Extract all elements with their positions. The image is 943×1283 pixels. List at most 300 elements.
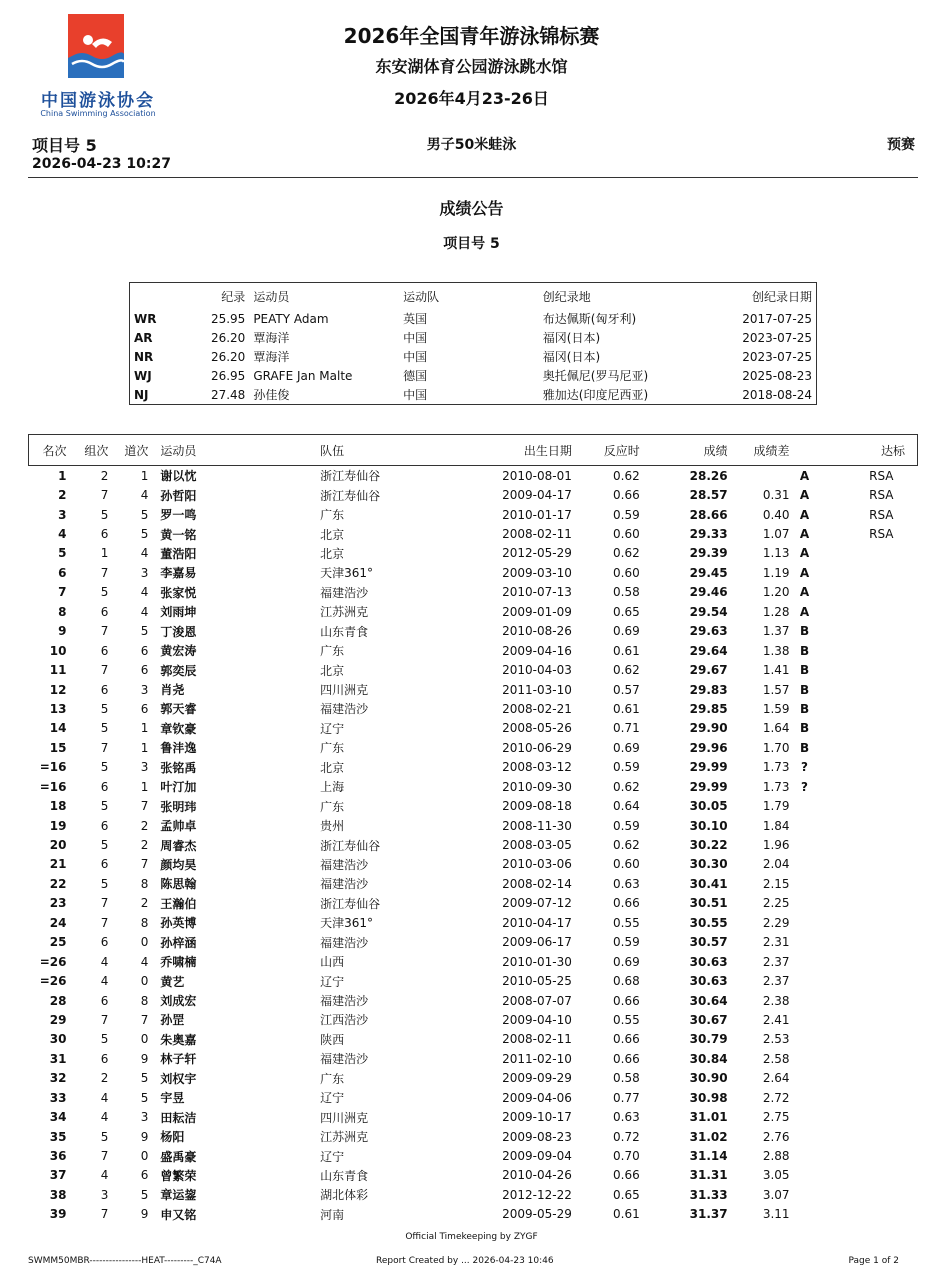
record-row <box>130 366 817 385</box>
venue: 东安湖体育公园游泳跳水馆 <box>375 57 568 76</box>
result-dob: 2012-12-22 <box>502 1187 572 1202</box>
result-time: 29.63 <box>689 624 728 639</box>
result-athlete: 孟帅卓 <box>160 819 197 834</box>
record-time: 26.95 <box>210 368 246 383</box>
result-reaction-time: 0.57 <box>613 682 640 697</box>
result-dob: 2009-03-10 <box>502 565 572 580</box>
result-diff: 1.84 <box>762 818 790 833</box>
result-reaction-time: 0.62 <box>613 468 640 483</box>
result-reaction-time: 0.62 <box>613 663 640 678</box>
result-rank: 23 <box>49 896 67 911</box>
result-heat: 7 <box>100 624 109 639</box>
result-athlete: 章钦豪 <box>160 721 197 736</box>
result-team: 福建浩沙 <box>320 1052 369 1067</box>
result-row <box>29 952 918 971</box>
result-lane: 9 <box>140 1207 149 1222</box>
result-reaction-time: 0.60 <box>613 565 640 580</box>
record-athlete: 孙佳俊 <box>253 388 290 402</box>
result-athlete: 杨阳 <box>160 1130 185 1145</box>
logo-emblem <box>68 14 124 78</box>
result-team: 江苏洲克 <box>320 605 369 620</box>
result-athlete: 陈思翰 <box>160 877 197 892</box>
result-lane: 0 <box>140 1032 149 1047</box>
result-qualification <box>820 796 918 815</box>
result-dob: 2008-11-30 <box>502 818 572 833</box>
result-rank: 14 <box>49 721 67 736</box>
result-qualification <box>820 952 918 971</box>
result-row <box>29 660 918 679</box>
result-row <box>29 855 918 874</box>
record-place: 福冈(日本) <box>542 331 601 345</box>
result-athlete: 孙哲阳 <box>160 488 197 503</box>
result-rank: 21 <box>49 857 67 872</box>
result-qualification <box>820 758 918 777</box>
result-lane: 2 <box>140 896 149 911</box>
result-lane: 0 <box>140 974 149 989</box>
res-h-time: 成绩 <box>640 435 728 466</box>
result-row <box>29 894 918 913</box>
result-dob: 2008-02-11 <box>502 527 572 542</box>
result-dob: 2010-07-13 <box>502 585 572 600</box>
result-lane: 1 <box>140 468 149 483</box>
meet-dates: 2026年4月23-26日 <box>394 89 549 108</box>
result-athlete: 张铭禹 <box>160 760 197 775</box>
result-lane: 7 <box>140 799 149 814</box>
record-code: WR <box>134 311 157 326</box>
result-rank: 9 <box>58 624 67 639</box>
result-rank: 1 <box>58 468 67 483</box>
result-diff: 1.28 <box>762 604 790 619</box>
result-rank: =16 <box>39 760 67 775</box>
rec-h-place: 创纪录地 <box>542 289 591 304</box>
result-diff <box>728 466 790 486</box>
record-code: AR <box>134 330 153 345</box>
result-grade <box>790 1030 820 1049</box>
result-qualification <box>820 544 918 563</box>
result-reaction-time: 0.59 <box>613 818 640 833</box>
result-diff: 2.53 <box>762 1032 790 1047</box>
result-athlete: 曾繁荣 <box>160 1168 197 1183</box>
result-dob: 2009-08-23 <box>502 1129 572 1144</box>
result-heat: 2 <box>100 1071 109 1086</box>
records-header <box>130 283 817 310</box>
result-dob: 2009-06-17 <box>502 935 572 950</box>
result-rank: 35 <box>49 1129 67 1144</box>
result-time: 30.64 <box>689 993 728 1008</box>
result-row <box>29 1030 918 1049</box>
result-grade <box>790 874 820 893</box>
record-date: 2017-07-25 <box>742 311 812 326</box>
result-team: 北京 <box>320 760 345 775</box>
result-grade <box>790 796 820 815</box>
result-rank: 20 <box>49 838 67 853</box>
event-round: 预赛 <box>887 137 915 153</box>
results-header <box>29 435 918 466</box>
result-time: 29.64 <box>689 643 728 658</box>
result-heat: 2 <box>100 468 109 483</box>
result-time: 31.37 <box>689 1207 728 1222</box>
result-athlete: 田耘洁 <box>160 1110 197 1125</box>
res-h-grade <box>790 435 820 466</box>
result-row <box>29 563 918 582</box>
result-rank: 6 <box>58 565 67 580</box>
result-reaction-time: 0.65 <box>613 1187 640 1202</box>
result-lane: 4 <box>140 488 149 503</box>
result-qualification: RSA <box>869 468 894 483</box>
result-team: 北京 <box>320 663 345 678</box>
result-qualification: RSA <box>869 507 894 522</box>
result-time: 31.02 <box>689 1129 728 1144</box>
result-diff: 2.88 <box>762 1149 790 1164</box>
result-heat: 4 <box>100 1110 109 1125</box>
result-athlete: 李嘉易 <box>160 566 197 581</box>
result-athlete: 朱奥嘉 <box>160 1032 197 1047</box>
result-qualification <box>820 913 918 932</box>
res-h-lane: 道次 <box>108 435 148 466</box>
result-dob: 2009-04-06 <box>502 1090 572 1105</box>
result-lane: 5 <box>140 507 149 522</box>
result-grade <box>790 991 820 1010</box>
result-row <box>29 505 918 524</box>
result-lane: 9 <box>140 1051 149 1066</box>
record-team: 英国 <box>403 312 428 326</box>
result-team: 山东青食 <box>320 1168 369 1183</box>
result-rank: 19 <box>49 818 67 833</box>
logo-cn-text: 中国游泳协会 <box>41 91 155 111</box>
result-rank: 5 <box>58 546 67 561</box>
result-team: 福建浩沙 <box>320 877 369 892</box>
result-time: 30.57 <box>689 935 728 950</box>
result-row <box>29 933 918 952</box>
result-reaction-time: 0.71 <box>613 721 640 736</box>
result-dob: 2010-05-25 <box>502 974 572 989</box>
result-dob: 2010-08-01 <box>502 468 572 483</box>
result-time: 28.26 <box>689 468 728 483</box>
result-grade: B <box>799 701 810 716</box>
result-row <box>29 1146 918 1165</box>
result-qualification: RSA <box>869 527 894 542</box>
result-reaction-time: 0.72 <box>613 1129 640 1144</box>
result-diff: 1.59 <box>762 701 790 716</box>
result-heat: 6 <box>100 779 109 794</box>
result-heat: 6 <box>100 993 109 1008</box>
result-diff: 2.25 <box>762 896 790 911</box>
result-dob: 2009-10-17 <box>502 1110 572 1125</box>
result-heat: 7 <box>100 663 109 678</box>
result-reaction-time: 0.62 <box>613 546 640 561</box>
result-rank: 34 <box>49 1110 67 1125</box>
result-qualification <box>820 1166 918 1185</box>
meet-title: 2026年全国青年游泳锦标赛 <box>343 24 600 48</box>
result-row <box>29 680 918 699</box>
result-lane: 6 <box>140 663 149 678</box>
result-diff: 2.64 <box>762 1071 790 1086</box>
result-grade: ? <box>801 760 809 775</box>
result-row <box>29 874 918 893</box>
result-rank: 12 <box>49 682 67 697</box>
result-rank: 36 <box>49 1149 67 1164</box>
result-grade: B <box>799 721 810 736</box>
event-name: 男子50米蛙泳 <box>426 137 517 153</box>
res-h-dob: 出生日期 <box>490 435 572 466</box>
result-team: 浙江寿仙谷 <box>320 896 381 911</box>
result-time: 31.31 <box>689 1168 728 1183</box>
result-qualification <box>820 1030 918 1049</box>
result-time: 29.90 <box>689 721 728 736</box>
record-row <box>130 385 817 405</box>
result-diff: 3.07 <box>762 1187 790 1202</box>
result-team: 福建浩沙 <box>320 935 369 950</box>
result-qualification <box>820 1185 918 1204</box>
result-qualification <box>820 1088 918 1107</box>
result-qualification <box>820 1069 918 1088</box>
result-time: 30.79 <box>689 1032 728 1047</box>
result-lane: 5 <box>140 624 149 639</box>
result-athlete: 林子轩 <box>160 1052 197 1067</box>
result-athlete: 周睿杰 <box>160 838 197 853</box>
rec-h-record: 纪录 <box>221 289 246 304</box>
result-dob: 2009-04-17 <box>502 488 572 503</box>
result-heat: 5 <box>100 585 109 600</box>
result-row <box>29 602 918 621</box>
record-date: 2023-07-25 <box>742 349 812 364</box>
result-heat: 5 <box>100 1032 109 1047</box>
result-qualification <box>820 622 918 641</box>
result-diff: 1.38 <box>762 643 790 658</box>
result-heat: 6 <box>100 857 109 872</box>
record-time: 25.95 <box>210 311 246 326</box>
result-lane: 5 <box>140 1071 149 1086</box>
result-time: 30.63 <box>689 954 728 969</box>
result-diff: 2.72 <box>762 1090 790 1105</box>
result-heat: 6 <box>100 682 109 697</box>
result-diff: 1.19 <box>762 565 790 580</box>
result-time: 30.84 <box>689 1051 728 1066</box>
result-rank: 7 <box>58 585 67 600</box>
result-diff: 1.64 <box>762 721 790 736</box>
record-athlete: 覃海洋 <box>253 331 290 345</box>
result-athlete: 盛禹豪 <box>160 1149 197 1164</box>
result-grade: A <box>799 546 810 561</box>
result-dob: 2009-05-29 <box>502 1207 572 1222</box>
result-reaction-time: 0.58 <box>613 585 640 600</box>
result-heat: 4 <box>100 974 109 989</box>
result-grade <box>790 1069 820 1088</box>
result-row <box>29 641 918 660</box>
result-athlete: 宇昱 <box>160 1091 185 1106</box>
result-rank: 31 <box>49 1051 67 1066</box>
result-grade: B <box>799 740 810 755</box>
result-heat: 7 <box>100 896 109 911</box>
result-row <box>29 485 918 504</box>
result-time: 29.54 <box>689 604 728 619</box>
result-reaction-time: 0.61 <box>613 1207 640 1222</box>
record-time: 27.48 <box>210 387 246 402</box>
result-grade <box>790 952 820 971</box>
result-heat: 7 <box>100 740 109 755</box>
result-row <box>29 1166 918 1185</box>
result-row <box>29 971 918 990</box>
result-row <box>29 719 918 738</box>
result-row <box>29 835 918 854</box>
result-qualification <box>820 1146 918 1165</box>
result-rank: 39 <box>49 1207 67 1222</box>
result-athlete: 丁浚恩 <box>160 624 197 639</box>
result-row <box>29 622 918 641</box>
result-team: 广东 <box>320 799 345 814</box>
result-dob: 2008-02-21 <box>502 701 572 716</box>
result-lane: 8 <box>140 993 149 1008</box>
result-row <box>29 1049 918 1068</box>
result-grade: B <box>799 643 810 658</box>
result-team: 辽宁 <box>320 1091 345 1106</box>
result-athlete: 张明玮 <box>160 799 197 814</box>
result-row <box>29 991 918 1010</box>
result-grade: A <box>799 565 810 580</box>
result-heat: 3 <box>100 1187 109 1202</box>
result-dob: 2008-05-26 <box>502 721 572 736</box>
result-diff: 2.37 <box>762 954 790 969</box>
result-grade <box>790 835 820 854</box>
result-grade <box>790 1127 820 1146</box>
record-date: 2018-08-24 <box>742 387 812 402</box>
result-rank: 8 <box>58 604 67 619</box>
result-diff: 1.41 <box>762 663 790 678</box>
result-reaction-time: 0.69 <box>613 624 640 639</box>
result-reaction-time: 0.59 <box>613 507 640 522</box>
result-team: 浙江寿仙谷 <box>320 469 381 484</box>
result-team: 陕西 <box>320 1032 345 1047</box>
result-rank: =16 <box>39 779 67 794</box>
result-athlete: 罗一鸣 <box>160 508 197 523</box>
result-row <box>29 583 918 602</box>
result-athlete: 郭奕辰 <box>160 663 197 678</box>
result-dob: 2010-04-17 <box>502 915 572 930</box>
res-h-rank: 名次 <box>29 435 67 466</box>
result-diff: 0.31 <box>762 488 790 503</box>
result-qualification <box>820 563 918 582</box>
result-grade <box>790 855 820 874</box>
result-time: 30.10 <box>689 818 728 833</box>
result-team: 广东 <box>320 508 345 523</box>
result-team: 北京 <box>320 546 345 561</box>
result-grade <box>790 816 820 835</box>
event-number: 项目号 5 <box>32 136 97 155</box>
result-row <box>29 1069 918 1088</box>
result-reaction-time: 0.63 <box>613 1110 640 1125</box>
result-qualification <box>820 719 918 738</box>
result-dob: 2010-06-29 <box>502 740 572 755</box>
result-reaction-time: 0.66 <box>613 993 640 1008</box>
result-lane: 3 <box>140 760 149 775</box>
result-athlete: 郭天睿 <box>160 702 197 717</box>
timekeeping: Official Timekeeping by ZYGF <box>405 1232 538 1242</box>
result-qualification <box>820 1107 918 1126</box>
result-lane: 4 <box>140 546 149 561</box>
result-rank: 32 <box>49 1071 67 1086</box>
record-team: 中国 <box>403 350 428 364</box>
result-reaction-time: 0.62 <box>613 779 640 794</box>
result-qualification: RSA <box>869 488 894 503</box>
swimming-association-logo <box>28 14 168 122</box>
result-diff: 0.40 <box>762 507 790 522</box>
result-grade <box>790 1107 820 1126</box>
result-dob: 2008-03-05 <box>502 838 572 853</box>
result-heat: 7 <box>100 565 109 580</box>
page-number: Page 1 of 2 <box>848 1256 899 1266</box>
result-team: 天津361° <box>320 566 373 581</box>
result-rank: 22 <box>49 876 67 891</box>
record-code: NJ <box>134 387 149 402</box>
result-time: 29.67 <box>689 663 728 678</box>
result-grade <box>790 913 820 932</box>
result-team: 广东 <box>320 741 345 756</box>
result-qualification <box>820 583 918 602</box>
result-team: 河南 <box>320 1207 345 1222</box>
result-qualification <box>820 680 918 699</box>
result-diff: 2.75 <box>762 1110 790 1125</box>
result-time: 30.51 <box>689 896 728 911</box>
result-qualification <box>820 835 918 854</box>
record-code: NR <box>134 349 154 364</box>
result-athlete: 颜均昊 <box>160 857 197 872</box>
result-row <box>29 1185 918 1204</box>
result-diff: 2.38 <box>762 993 790 1008</box>
result-diff: 2.29 <box>762 915 790 930</box>
result-time: 29.83 <box>689 682 728 697</box>
result-qualification <box>820 1049 918 1068</box>
result-reaction-time: 0.60 <box>613 527 640 542</box>
result-grade: A <box>799 527 810 542</box>
result-reaction-time: 0.66 <box>613 896 640 911</box>
result-reaction-time: 0.65 <box>613 604 640 619</box>
result-athlete: 王瀚伯 <box>160 896 197 911</box>
result-grade: A <box>799 488 810 503</box>
result-lane: 5 <box>140 527 149 542</box>
result-dob: 2010-01-17 <box>502 507 572 522</box>
result-team: 江苏洲克 <box>320 1130 369 1145</box>
result-grade: A <box>799 468 810 483</box>
result-grade <box>790 1205 820 1224</box>
result-time: 29.99 <box>689 779 728 794</box>
result-diff: 2.31 <box>762 935 790 950</box>
result-time: 28.66 <box>689 507 728 522</box>
result-lane: 0 <box>140 1149 149 1164</box>
result-reaction-time: 0.69 <box>613 740 640 755</box>
result-reaction-time: 0.77 <box>613 1090 640 1105</box>
result-lane: 0 <box>140 935 149 950</box>
result-athlete: 申又铭 <box>160 1207 197 1222</box>
result-lane: 1 <box>140 721 149 736</box>
result-lane: 7 <box>140 857 149 872</box>
record-row <box>130 328 817 347</box>
result-reaction-time: 0.66 <box>613 488 640 503</box>
result-athlete: 肖尧 <box>160 683 185 698</box>
result-row <box>29 524 918 543</box>
result-grade: B <box>799 663 810 678</box>
record-place: 福冈(日本) <box>542 350 601 364</box>
result-heat: 7 <box>100 915 109 930</box>
result-heat: 7 <box>100 488 109 503</box>
result-rank: 29 <box>49 1012 67 1027</box>
result-dob: 2010-04-03 <box>502 663 572 678</box>
result-diff: 1.79 <box>762 799 790 814</box>
result-row <box>29 699 918 718</box>
record-place: 雅加达(印度尼西亚) <box>542 388 649 402</box>
result-heat: 6 <box>100 935 109 950</box>
record-athlete: 覃海洋 <box>253 350 290 364</box>
result-lane: 6 <box>140 701 149 716</box>
